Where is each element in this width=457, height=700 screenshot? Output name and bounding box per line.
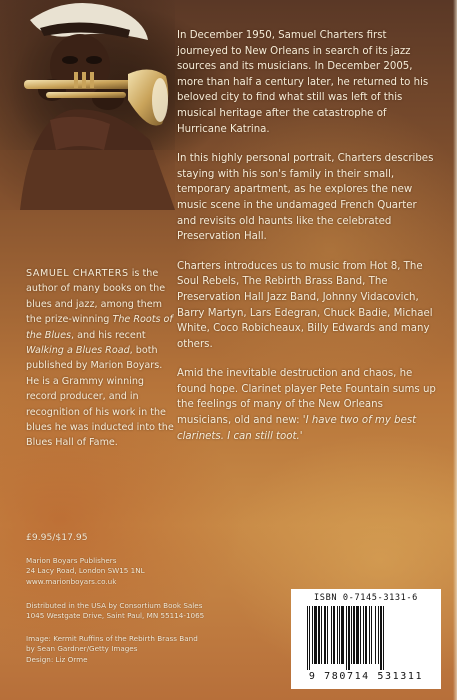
blurb	[177, 28, 437, 458]
barcode-bar	[331, 606, 332, 664]
blurb-quote: 'I have two of my best clarinets. I can still toot.'	[177, 415, 417, 442]
barcode-bar	[356, 606, 359, 664]
barcode-bar	[333, 606, 335, 664]
isbn-text: ISBN 0-7145-3131-6	[314, 593, 418, 603]
bio-text-2: , and his recent	[71, 329, 146, 341]
barcode-bar	[375, 606, 376, 664]
barcode-bar	[360, 606, 361, 664]
barcode-bar	[378, 606, 379, 664]
blurb-paragraph-3: Charters introduces us to music from Hot 8, The Soul Rebels, The Rebirth Brass Band, The Preservation Hall Jazz Band, Johnny Vidacovich, Barry Martyn, Lars Edegran, Chuck Badie, Michael White, Coco Robicheaux, Billy Edwards and many others.	[177, 260, 433, 350]
book-title-roots: The Roots of the Blues	[26, 314, 173, 341]
barcode-bar	[380, 606, 382, 670]
trumpet-player-photo	[0, 0, 175, 210]
ean-number: 9 780714 531311	[308, 671, 424, 682]
barcode-label	[291, 589, 441, 689]
blurb-paragraph-4-text: Amid the inevitable destruction and chaos, he found hope. Clarinet player Pete Fountain sums up the feelings of many of the New Orleans musicians, old and new:	[177, 368, 436, 427]
author-name: SAMUEL CHARTERS	[26, 268, 129, 279]
barcode-bar	[307, 606, 308, 670]
barcode-bar	[318, 606, 320, 664]
barcode-bar	[321, 606, 322, 664]
distribution-info	[26, 601, 204, 622]
barcode-bar	[324, 606, 326, 664]
barcode-bar	[371, 606, 372, 664]
barcode-bar	[346, 606, 347, 670]
publisher-info	[26, 556, 145, 587]
barcode-bar	[363, 606, 364, 664]
bio-text-1: is the author of many books on the blues and jazz, among them the prize-winning	[26, 268, 166, 326]
barcode-bar	[348, 606, 350, 670]
barcode-bar	[351, 606, 352, 664]
barcode-bar	[314, 606, 317, 664]
barcode-bar	[327, 606, 328, 664]
publisher-url: www.marionboyars.co.uk	[26, 576, 117, 586]
barcode-bar	[309, 606, 310, 670]
barcode-bar	[365, 606, 367, 664]
barcode-bar	[312, 606, 313, 664]
distribution-line-2: 1045 Westgate Drive, Saint Paul, MN 55114-1065	[26, 611, 205, 621]
price: £9.95/$17.95	[26, 532, 88, 543]
photographer-credit: by Sean Gardner/Getty Images	[26, 644, 138, 654]
blurb-paragraph-1: In December 1950, Samuel Charters first journeyed to New Orleans in search of its jazz sources and its musicians. In December 2005, more than half a century later, he returned to his beloved city to find what still was left of this musical heritage after the catastrophe of Hurricane Katrina.	[177, 30, 429, 135]
blurb-paragraph-2: In this highly personal portrait, Charters describes staying with his son's family in their small, temporary apartment, as he explores the new music scene in the undamaged French Quarter and revisits old haunts like the celebrated Preservation Hall.	[177, 153, 434, 243]
barcode-bar	[341, 606, 344, 664]
bio-text-3: , both published by Marion Boyars. He is a Grammy winning record producer, and in recognition of his work in the blues he was inducted into the Blues Hall of Fame.	[26, 345, 174, 449]
image-credit: Image: Kermit Ruffins of the Rebirth Brass Band	[26, 634, 198, 643]
barcode-bar	[339, 606, 340, 664]
blurb-paragraph-4	[177, 366, 437, 444]
barcode-bar	[337, 606, 338, 664]
barcode-bar	[383, 606, 384, 670]
publisher-name: Marion Boyars Publishers	[26, 556, 117, 565]
author-bio	[26, 266, 176, 451]
cover-edge	[453, 0, 457, 700]
publisher-address: 24 Lacy Road, London SW15 1NL	[26, 566, 145, 576]
barcode-bar	[353, 606, 355, 664]
barcode	[305, 606, 427, 670]
design-credit: Design: Liz Orme	[26, 654, 88, 664]
barcode-bar	[369, 606, 370, 664]
distribution-line-1: Distributed in the USA by Consortium Book Sales	[26, 601, 203, 610]
credits	[26, 634, 198, 665]
book-title-walking: Walking a Blues Road	[26, 345, 130, 357]
